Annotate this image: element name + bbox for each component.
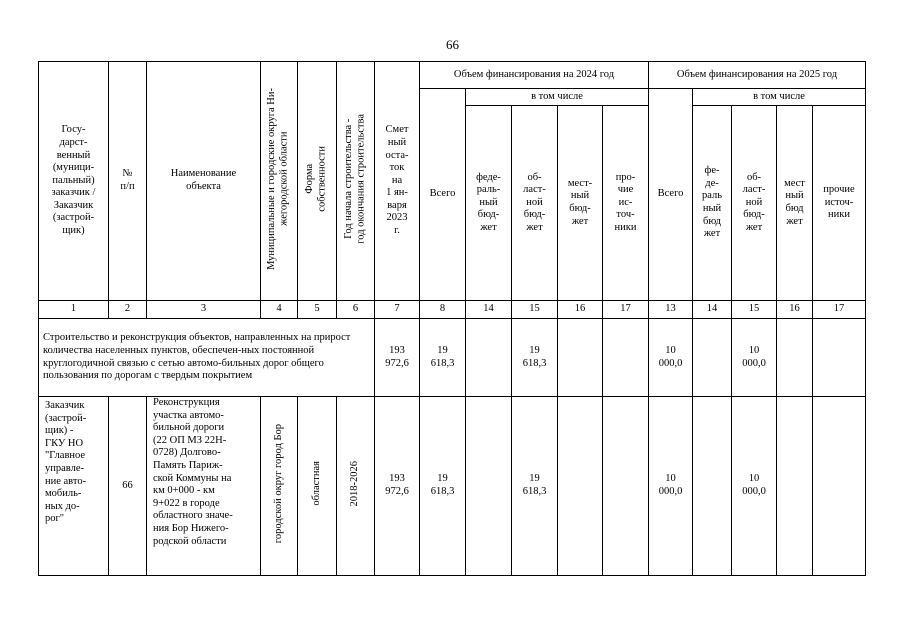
object-other-2025	[813, 397, 866, 576]
object-federal-2024	[466, 397, 512, 576]
object-years: 2018-2026	[349, 460, 361, 507]
object-total-2024: 19 618,3	[420, 397, 466, 576]
header-other-2025: прочие источ- ники	[813, 106, 866, 301]
header-federal-2025: фе- де- раль ный бюд жет	[693, 106, 732, 301]
header-local-2024: мест- ный бюд- жет	[558, 106, 603, 301]
col-number: 4	[261, 301, 298, 319]
col-number: 14	[693, 301, 732, 319]
header-row-1	[39, 62, 866, 89]
section-total-2024: 19 618,3	[420, 319, 466, 397]
object-name: Реконструкция участка автомо- бильной дороги (22 ОП МЗ 22Н- 0728) Долгово- Память Париж- ской Коммуны на км 0+000 - км 9+022 в городе областного значе- ния Бор Нижего- родской области	[153, 397, 233, 547]
section-federal-2024	[466, 319, 512, 397]
header-years: Год начала строительства - год окончания строительства	[342, 113, 367, 244]
col-number: 15	[732, 301, 777, 319]
header-municipality: Муниципальные и городские округа Ни- жегородской области	[266, 87, 290, 270]
section-local-2024	[558, 319, 603, 397]
section-total-2025: 10 000,0	[649, 319, 693, 397]
page-number: 66	[446, 37, 459, 52]
col-number: 6	[337, 301, 375, 319]
header-total-2025: Всего	[649, 89, 693, 301]
header-total-2024: Всего	[420, 89, 466, 301]
col-number: 3	[147, 301, 261, 319]
object-customer: Заказчик (застрой- щик) - ГКУ НО "Главное управле- ние авто- мобиль- ных до- рог"	[45, 400, 87, 525]
col-number: 16	[558, 301, 603, 319]
col-number: 16	[777, 301, 813, 319]
object-local-2024	[558, 397, 603, 576]
col-number: 14	[466, 301, 512, 319]
col-number: 8	[420, 301, 466, 319]
section-regional-2025: 10 000,0	[732, 319, 777, 397]
object-local-2025	[777, 397, 813, 576]
section-title: Строительство и реконструкция объектов, направленных на прирост количества населенных пунктов, обеспечен-ных постоянной круглогодичной связью с сетью автомо-бильных дорог общего пользования по дорогам с твердым покрытием	[39, 319, 375, 397]
header-other-2024: про- чие ис- точ- ники	[603, 106, 649, 301]
header-estimated-balance: Смет ный оста- ток на 1 ян- варя 2023 г.	[375, 62, 420, 301]
section-federal-2025	[693, 319, 732, 397]
section-regional-2024: 19 618,3	[512, 319, 558, 397]
header-including-2024: в том числе	[466, 89, 649, 106]
header-fin-2025: Объем финансирования на 2025 год	[649, 62, 866, 89]
header-regional-2024: об- ласт- ной бюд- жет	[512, 106, 558, 301]
object-regional-2025: 10 000,0	[732, 397, 777, 576]
object-other-2024	[603, 397, 649, 576]
header-local-2025: мест ный бюд жет	[777, 106, 813, 301]
column-numbers-row	[39, 301, 866, 319]
section-balance: 193 972,6	[375, 319, 420, 397]
col-number: 17	[603, 301, 649, 319]
header-object-name: Наименование объекта	[147, 62, 261, 301]
col-number: 2	[109, 301, 147, 319]
header-federal-2024: феде- раль- ный бюд- жет	[466, 106, 512, 301]
header-fin-2024: Объем финансирования на 2024 год	[420, 62, 649, 89]
object-balance: 193 972,6	[375, 397, 420, 576]
col-number: 15	[512, 301, 558, 319]
section-row	[39, 319, 866, 397]
header-including-2025: в том числе	[693, 89, 866, 106]
section-other-2024	[603, 319, 649, 397]
object-num: 66	[109, 397, 147, 576]
section-local-2025	[777, 319, 813, 397]
col-number: 17	[813, 301, 866, 319]
object-row	[39, 397, 866, 576]
object-regional-2024: 19 618,3	[512, 397, 558, 576]
header-customer: Госу- дарст- венный (муници- пальный) заказчик / Заказчик (застрой- щик)	[39, 62, 109, 301]
object-municipality: городской округ город Бор	[272, 424, 284, 544]
header-ownership: Форма собственности	[304, 145, 328, 212]
header-regional-2025: об- ласт- ной бюд- жет	[732, 106, 777, 301]
object-total-2025: 10 000,0	[649, 397, 693, 576]
col-number: 7	[375, 301, 420, 319]
object-federal-2025	[693, 397, 732, 576]
header-num: № п/п	[109, 62, 147, 301]
col-number: 13	[649, 301, 693, 319]
col-number: 5	[298, 301, 337, 319]
object-ownership: областная	[310, 461, 322, 506]
section-other-2025	[813, 319, 866, 397]
col-number: 1	[39, 301, 109, 319]
financing-table	[38, 61, 866, 576]
